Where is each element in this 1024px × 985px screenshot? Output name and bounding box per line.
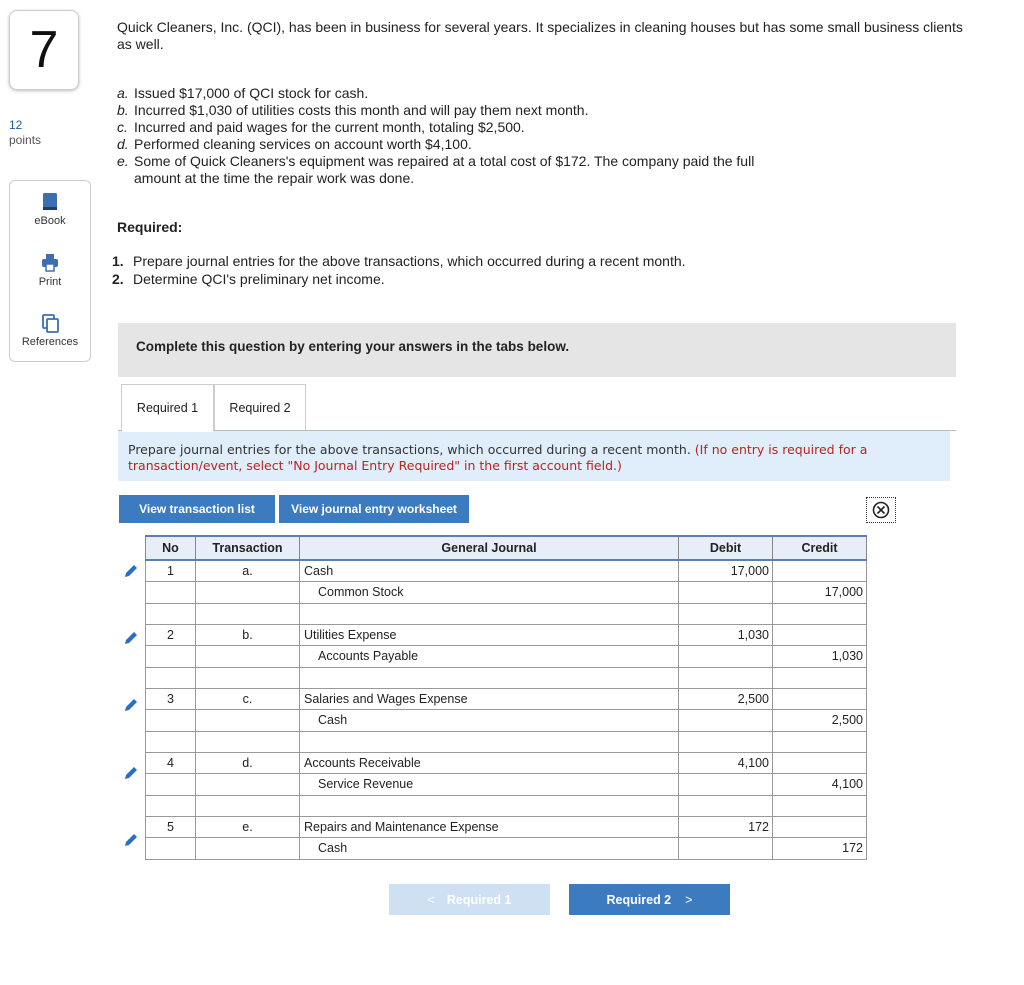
- entry-transaction: b.: [196, 624, 300, 646]
- chevron-left-icon: <: [427, 892, 435, 907]
- question-intro: Quick Cleaners, Inc. (QCI), has been in business for several years. It specializes in cleaning houses but has some small business clients as well.: [117, 19, 963, 52]
- item-number: 2.: [112, 271, 124, 287]
- edit-pencil-icon[interactable]: [122, 562, 140, 580]
- credit-account: Service Revenue: [300, 774, 679, 796]
- debit-account: Salaries and Wages Expense: [300, 688, 679, 710]
- item-letter: d.: [117, 136, 129, 152]
- empty-cell: [679, 774, 773, 796]
- header-no: No: [146, 536, 196, 560]
- item-text: Some of Quick Cleaners's equipment was repaired at a total cost of $172. The company paid the full amount at the time the repair work was done.: [134, 153, 755, 186]
- empty-cell: [196, 795, 300, 816]
- item-letter: e.: [117, 153, 129, 169]
- item-text: Determine QCI's preliminary net income.: [133, 271, 385, 287]
- entry-number: 4: [146, 752, 196, 774]
- item-letter: b.: [117, 102, 129, 118]
- item-text: Incurred $1,030 of utilities costs this month and will pay them next month.: [134, 102, 589, 118]
- empty-cell: [146, 731, 196, 752]
- table-row: [146, 838, 867, 860]
- list-item: [117, 85, 817, 102]
- debit-amount: 172: [679, 816, 773, 838]
- next-label: Required 2: [606, 892, 672, 907]
- table-row: [146, 646, 867, 668]
- empty-cell: [300, 795, 679, 816]
- debit-amount: 1,030: [679, 624, 773, 646]
- empty-cell: [773, 667, 867, 688]
- credit-amount-empty: [773, 752, 867, 774]
- credit-account: Accounts Payable: [300, 646, 679, 668]
- view-transaction-list-button[interactable]: View transaction list: [119, 495, 275, 523]
- close-button[interactable]: [866, 497, 896, 523]
- references-icon: [40, 313, 60, 333]
- empty-cell: [146, 838, 196, 860]
- item-text: Prepare journal entries for the above transactions, which occurred during a recent month.: [133, 253, 686, 269]
- empty-cell: [146, 603, 196, 624]
- view-journal-worksheet-button[interactable]: View journal entry worksheet: [279, 495, 469, 523]
- references-button[interactable]: [10, 313, 90, 348]
- credit-amount: 172: [773, 838, 867, 860]
- entry-transaction: d.: [196, 752, 300, 774]
- banner-text: Complete this question by entering your answers in the tabs below.: [136, 339, 570, 354]
- table-row: [146, 603, 867, 624]
- instruction-note: (If no entry is required for a transaction/event, select "No Journal Entry Required" in the first account field.): [128, 442, 868, 473]
- list-item: [112, 252, 686, 270]
- empty-cell: [146, 646, 196, 668]
- entry-number: 5: [146, 816, 196, 838]
- credit-amount: 1,030: [773, 646, 867, 668]
- empty-cell: [773, 795, 867, 816]
- list-item: [117, 153, 817, 187]
- entry-number: 1: [146, 560, 196, 582]
- close-circle-icon: [872, 501, 890, 519]
- credit-amount: 4,100: [773, 774, 867, 796]
- credit-account: Common Stock: [300, 582, 679, 604]
- empty-cell: [146, 667, 196, 688]
- credit-amount-empty: [773, 816, 867, 838]
- chevron-right-icon: >: [685, 892, 693, 907]
- item-number: 1.: [112, 253, 124, 269]
- empty-cell: [679, 667, 773, 688]
- table-row: [146, 688, 867, 710]
- header-general-journal: General Journal: [300, 536, 679, 560]
- table-row: [146, 560, 867, 582]
- list-item: [117, 119, 817, 136]
- header-transaction: Transaction: [196, 536, 300, 560]
- empty-cell: [300, 667, 679, 688]
- prev-required-button[interactable]: [389, 884, 550, 915]
- edit-pencil-icon[interactable]: [122, 696, 140, 714]
- print-label: Print: [38, 276, 62, 288]
- list-item: [117, 136, 817, 153]
- debit-amount: 17,000: [679, 560, 773, 582]
- points-info: [9, 118, 41, 148]
- item-letter: c.: [117, 119, 128, 135]
- empty-cell: [196, 774, 300, 796]
- table-row: [146, 774, 867, 796]
- points-value: 12: [9, 118, 23, 132]
- ebook-label: eBook: [34, 215, 66, 227]
- entry-number: 3: [146, 688, 196, 710]
- instruction-banner: [118, 323, 956, 377]
- entry-transaction: e.: [196, 816, 300, 838]
- printer-icon: [40, 253, 60, 273]
- required-heading: Required:: [117, 219, 183, 235]
- table-header-row: [146, 536, 867, 560]
- list-item: [117, 102, 817, 119]
- item-text: Performed cleaning services on account worth $4,100.: [134, 136, 472, 152]
- edit-pencil-icon[interactable]: [122, 831, 140, 849]
- points-label: points: [9, 133, 42, 147]
- debit-amount: 4,100: [679, 752, 773, 774]
- credit-amount-empty: [773, 624, 867, 646]
- debit-amount: 2,500: [679, 688, 773, 710]
- empty-cell: [196, 603, 300, 624]
- edit-pencil-icon[interactable]: [122, 764, 140, 782]
- empty-cell: [679, 582, 773, 604]
- table-row: [146, 795, 867, 816]
- book-icon: [41, 192, 59, 212]
- empty-cell: [679, 646, 773, 668]
- item-letter: a.: [117, 85, 129, 101]
- empty-cell: [679, 731, 773, 752]
- empty-cell: [679, 710, 773, 732]
- instruction-text: Prepare journal entries for the above transactions, which occurred during a recent month.: [128, 442, 691, 457]
- empty-cell: [773, 603, 867, 624]
- empty-cell: [196, 731, 300, 752]
- references-label: References: [21, 336, 79, 348]
- credit-amount: 2,500: [773, 710, 867, 732]
- credit-amount: 17,000: [773, 582, 867, 604]
- empty-cell: [679, 795, 773, 816]
- tab-required-2[interactable]: Required 2: [214, 384, 306, 432]
- header-debit: Debit: [679, 536, 773, 560]
- table-row: [146, 816, 867, 838]
- table-row: [146, 710, 867, 732]
- debit-account: Utilities Expense: [300, 624, 679, 646]
- empty-cell: [196, 838, 300, 860]
- empty-cell: [196, 710, 300, 732]
- transaction-list: [117, 85, 817, 187]
- header-credit: Credit: [773, 536, 867, 560]
- empty-cell: [146, 774, 196, 796]
- debit-account: Accounts Receivable: [300, 752, 679, 774]
- item-text: Issued $17,000 of QCI stock for cash.: [134, 85, 369, 101]
- empty-cell: [146, 710, 196, 732]
- table-row: [146, 667, 867, 688]
- empty-cell: [679, 603, 773, 624]
- next-required-button[interactable]: [569, 884, 730, 915]
- question-number: 7: [9, 10, 79, 90]
- tab-instructions: [118, 431, 950, 481]
- print-button[interactable]: [10, 253, 90, 288]
- credit-account: Cash: [300, 838, 679, 860]
- tab-required-1[interactable]: Required 1: [121, 384, 214, 432]
- ebook-button[interactable]: [10, 192, 90, 227]
- debit-account: Repairs and Maintenance Expense: [300, 816, 679, 838]
- journal-table: [145, 535, 867, 860]
- credit-amount-empty: [773, 688, 867, 710]
- entry-number: 2: [146, 624, 196, 646]
- table-row: [146, 752, 867, 774]
- table-row: [146, 582, 867, 604]
- empty-cell: [146, 582, 196, 604]
- empty-cell: [300, 731, 679, 752]
- item-text: Incurred and paid wages for the current month, totaling $2,500.: [134, 119, 525, 135]
- empty-cell: [196, 582, 300, 604]
- debit-account: Cash: [300, 560, 679, 582]
- empty-cell: [146, 795, 196, 816]
- empty-cell: [773, 731, 867, 752]
- resource-sidebar: [9, 180, 91, 362]
- table-row: [146, 731, 867, 752]
- empty-cell: [196, 646, 300, 668]
- edit-pencil-icon[interactable]: [122, 629, 140, 647]
- table-row: [146, 624, 867, 646]
- credit-account: Cash: [300, 710, 679, 732]
- prev-label: Required 1: [446, 892, 512, 907]
- credit-amount-empty: [773, 560, 867, 582]
- required-list: [112, 252, 686, 288]
- entry-transaction: c.: [196, 688, 300, 710]
- empty-cell: [196, 667, 300, 688]
- empty-cell: [300, 603, 679, 624]
- entry-transaction: a.: [196, 560, 300, 582]
- empty-cell: [679, 838, 773, 860]
- list-item: [112, 270, 686, 288]
